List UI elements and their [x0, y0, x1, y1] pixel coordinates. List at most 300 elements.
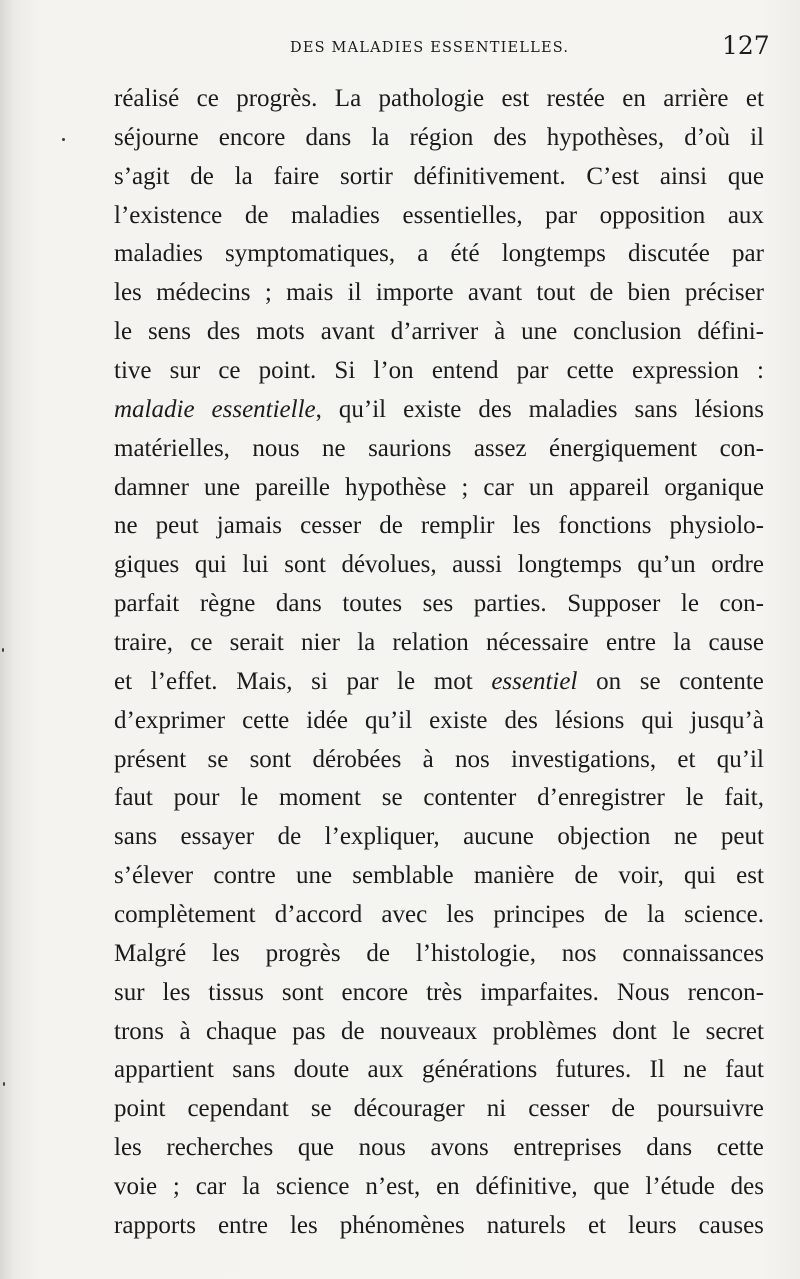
word: voir, [618, 862, 664, 890]
word: importe [375, 279, 454, 307]
word: d’exprimer [114, 706, 226, 734]
word: des [478, 395, 512, 423]
word: C’est [586, 162, 640, 190]
word: et [745, 85, 764, 112]
word: ne [322, 434, 346, 462]
word: décourager [353, 1095, 465, 1123]
word: appartient [114, 1056, 214, 1084]
word: parties. [473, 590, 547, 618]
word: sans [232, 1056, 276, 1084]
word: de [589, 279, 614, 307]
word: objection [557, 823, 651, 851]
word: si [311, 667, 328, 695]
word: nous [358, 1134, 406, 1162]
text-line [114, 935, 764, 974]
word: poursuivre [656, 1095, 764, 1123]
word: aussi [452, 551, 503, 579]
word: une [521, 318, 558, 346]
page-number: 127 [722, 31, 770, 60]
word: nouveaux [380, 1017, 478, 1045]
word: investigations, [511, 745, 657, 773]
word: progrès. [236, 85, 318, 112]
word: faut [114, 784, 153, 812]
word: la [371, 123, 390, 151]
word: aucune [463, 823, 534, 851]
word: qui [194, 551, 227, 579]
word: présent [114, 745, 187, 773]
word: sur [169, 357, 201, 385]
word: longtemps [517, 551, 622, 579]
word: à [422, 745, 434, 773]
word: de [190, 162, 214, 190]
word: cette [566, 357, 614, 385]
word: saurions [368, 434, 452, 462]
word: jusqu’à [690, 706, 764, 734]
word: sont [249, 745, 292, 773]
word: les [114, 1134, 142, 1162]
text-line [114, 974, 764, 1013]
text-line [114, 585, 764, 624]
word: l’expliquer, [324, 823, 440, 851]
word: chaque [205, 1017, 277, 1045]
word: qu’un [637, 551, 696, 579]
word: recherches [166, 1134, 274, 1162]
word: avec [381, 901, 428, 929]
word: se [310, 1095, 332, 1123]
text-line [114, 779, 764, 818]
word: faut [725, 1056, 764, 1084]
word: aux [367, 1056, 404, 1084]
word: qui [641, 706, 674, 734]
word: se [207, 745, 229, 773]
word: phénomènes [339, 1211, 465, 1239]
word: de [340, 1017, 365, 1045]
word: Mais, [236, 667, 293, 695]
word: contre [213, 862, 276, 890]
word: contente [679, 667, 764, 695]
word: région [409, 123, 474, 151]
word: ; [461, 473, 469, 501]
text-line [114, 857, 764, 896]
word: des [730, 1173, 764, 1201]
word: s’élever [114, 862, 194, 890]
word: peut [155, 512, 199, 540]
word: ce [196, 85, 219, 112]
ink-speck [3, 1082, 5, 1086]
word: entend [431, 357, 499, 385]
word: de [277, 823, 302, 851]
word: la [242, 1173, 261, 1201]
word: ; [264, 279, 272, 307]
word: les [446, 901, 475, 929]
word: entre [217, 1211, 268, 1239]
word: cette [716, 1134, 764, 1162]
word: on [596, 667, 622, 695]
word: contenter [423, 784, 517, 812]
word: dérobées [312, 745, 402, 773]
word: que [297, 1134, 334, 1162]
text-line [114, 313, 764, 352]
word: générations [421, 1056, 538, 1084]
word: point [114, 1095, 166, 1123]
word: énergiquement [549, 434, 698, 462]
word: existe [429, 706, 488, 734]
word: symptomatiques, [224, 240, 396, 268]
word: mot [433, 667, 473, 695]
text-line [114, 274, 764, 313]
text-line [114, 469, 764, 508]
word: Il [649, 1056, 665, 1084]
word: n’est, [365, 1173, 421, 1201]
word: essentiel [491, 667, 578, 695]
word: expression [631, 357, 739, 385]
running-title: DES MALADIES ESSENTIELLES. [290, 40, 570, 56]
word: à [179, 1017, 191, 1045]
word: con- [719, 434, 764, 462]
word: causes [698, 1211, 764, 1239]
text-line [114, 702, 764, 741]
word: aux [727, 201, 764, 229]
word: connaissances [622, 939, 764, 967]
word: : [756, 357, 764, 385]
text-line [114, 663, 764, 702]
word: encore [341, 978, 409, 1006]
word: nous [252, 434, 300, 462]
word: lésions [554, 706, 625, 734]
word: pathologie [378, 85, 485, 112]
word: avant [467, 279, 523, 307]
word: bien [627, 279, 671, 307]
word: ne [673, 823, 698, 851]
word: pareille [255, 473, 331, 501]
word: le [685, 784, 704, 812]
word: sans [634, 395, 678, 423]
word: l’on [373, 357, 414, 385]
word: il [347, 279, 362, 307]
word: et [114, 667, 133, 695]
word: de [611, 1095, 635, 1123]
word: peut [720, 823, 764, 851]
word: tive [114, 357, 152, 385]
word: ainsi [659, 162, 708, 190]
word: la [357, 629, 376, 657]
word: cesser [528, 1095, 590, 1123]
word: doute [293, 1056, 350, 1084]
word: médecins [156, 279, 251, 307]
word: trons [114, 1017, 164, 1045]
word: a [417, 240, 429, 268]
word: règne [199, 590, 256, 618]
word: par [346, 667, 379, 695]
word: de [604, 901, 628, 929]
word: à [494, 318, 506, 346]
word: complètement [114, 901, 256, 929]
word: les [289, 1211, 318, 1239]
word: tissus [208, 978, 264, 1006]
word: manière [473, 862, 555, 890]
word: cesser [300, 512, 362, 540]
text-line [114, 235, 764, 274]
ink-speck [2, 648, 4, 652]
word: il [750, 123, 764, 151]
word: Nous [616, 978, 670, 1006]
word: imparfaites. [480, 978, 599, 1006]
word: cependant [187, 1095, 289, 1123]
word: car [195, 1173, 227, 1201]
word: de [244, 201, 269, 229]
word: ce [218, 357, 241, 385]
word: progrès [265, 939, 341, 967]
word: hypothèses, [546, 123, 665, 151]
word: problèmes [492, 1017, 597, 1045]
word: maladies [291, 201, 380, 229]
word: traire, [114, 629, 173, 657]
word: relation [392, 629, 469, 657]
word: nos [561, 939, 597, 967]
word: l’effet. [150, 667, 218, 695]
word: voie [114, 1173, 158, 1201]
text-line [114, 896, 764, 935]
text-line [114, 430, 764, 469]
text-line [114, 1207, 764, 1246]
word: le [240, 784, 259, 812]
word: longtemps [501, 240, 606, 268]
text-line [114, 197, 764, 236]
word: qu’il [338, 395, 387, 423]
word: par [732, 240, 764, 268]
word: est [736, 862, 764, 890]
word: car [483, 473, 514, 501]
word: dont [612, 1017, 657, 1045]
word: arrière [663, 85, 729, 112]
word: un [528, 473, 554, 501]
word: de [574, 862, 599, 890]
word: Supposer [567, 590, 661, 618]
word: point. [258, 357, 317, 385]
word: rapports [114, 1211, 196, 1239]
word: serait [229, 629, 284, 657]
word: avant [320, 318, 375, 346]
text-line [114, 546, 764, 585]
word: conclusion [573, 318, 682, 346]
word: de [366, 939, 391, 967]
word: pas [292, 1017, 326, 1045]
word: définitivement. [413, 162, 566, 190]
word: idée [306, 706, 348, 734]
word: d’accord [274, 901, 363, 929]
word: rencon- [687, 978, 764, 1006]
word: ordre [711, 551, 764, 579]
body-text [114, 80, 764, 1246]
text-line [114, 158, 764, 197]
text-line [114, 119, 764, 158]
text-line [114, 80, 764, 119]
word: avons [430, 1134, 489, 1162]
text-line [114, 1129, 764, 1168]
running-head [0, 31, 800, 64]
text-line [114, 1090, 764, 1129]
word: ses [422, 590, 454, 618]
word: naturels [486, 1211, 566, 1239]
text-line [114, 624, 764, 663]
word: entre [605, 629, 656, 657]
word: parfait [114, 590, 180, 618]
word: semblable [352, 862, 454, 890]
word: le [114, 318, 133, 346]
word: principes [493, 901, 585, 929]
word: sont [281, 978, 324, 1006]
word: sans [114, 823, 158, 851]
word: physiolo- [669, 512, 764, 540]
word: d’enregistrer [537, 784, 665, 812]
word: et [587, 1211, 606, 1239]
word: d’où [684, 123, 731, 151]
word: discutée [627, 240, 710, 268]
word: des [206, 318, 241, 346]
text-line [114, 391, 764, 430]
word: le [680, 590, 699, 618]
text-line [114, 352, 764, 391]
word: secret [705, 1017, 764, 1045]
word: les [512, 512, 541, 540]
word: sur [114, 978, 145, 1006]
word: Si [334, 357, 356, 385]
word: La [334, 85, 362, 112]
word: la [234, 162, 253, 190]
word: et [677, 745, 696, 773]
word: giques [114, 551, 180, 579]
word: défini- [697, 318, 764, 346]
word: par [516, 357, 549, 385]
word: définitive, [475, 1173, 578, 1201]
word: s’agit [114, 162, 170, 190]
word: futures. [555, 1056, 632, 1084]
word: faire [273, 162, 320, 190]
word: qu’il [364, 706, 413, 734]
text-line [114, 1168, 764, 1207]
word: essayer [180, 823, 255, 851]
word: le [672, 1017, 691, 1045]
word: lésions [694, 395, 764, 423]
word: assez [473, 434, 527, 462]
word: remplir [420, 512, 495, 540]
word: l’étude [645, 1173, 715, 1201]
text-line [114, 1013, 764, 1052]
word: ne [683, 1056, 707, 1084]
word: encore [218, 123, 286, 151]
word: les [212, 939, 240, 967]
word: ne [114, 512, 138, 540]
word: hypothèse [345, 473, 447, 501]
word: existe [403, 395, 462, 423]
word: que [727, 162, 764, 190]
text-line [114, 507, 764, 546]
word: qui [684, 862, 716, 890]
word: opposition [599, 201, 706, 229]
word: lui [242, 551, 269, 579]
word: fait, [724, 784, 764, 812]
word: des [504, 706, 538, 734]
word: préciser [684, 279, 764, 307]
word: maladies [528, 395, 618, 423]
word: jamais [216, 512, 283, 540]
word: Malgré [114, 939, 187, 967]
word: se [381, 784, 403, 812]
word: la [646, 901, 665, 929]
word: mais [286, 279, 334, 307]
word: science. [684, 901, 764, 929]
word: des [493, 123, 527, 151]
word: tout [536, 279, 576, 307]
word: réalisé [114, 85, 180, 112]
text-line [114, 741, 764, 780]
word: une [295, 862, 333, 890]
word: ; [172, 1173, 180, 1201]
word: cette [242, 706, 290, 734]
word: cause [708, 629, 764, 657]
word: d’arriver [390, 318, 479, 346]
word: le [397, 667, 416, 695]
word: maladies [114, 240, 203, 268]
word: nier [301, 629, 340, 657]
ink-speck [62, 138, 65, 141]
word: de [379, 512, 403, 540]
word: sortir [340, 162, 393, 190]
word: essentielle, [211, 395, 322, 423]
word: séjourne [114, 123, 199, 151]
word: les [162, 978, 191, 1006]
word: par [545, 201, 578, 229]
word: leurs [628, 1211, 677, 1239]
word: sens [147, 318, 192, 346]
word: fonctions [558, 512, 652, 540]
word: très [426, 978, 463, 1006]
word: été [450, 240, 480, 268]
word: nos [455, 745, 490, 773]
word: organique [664, 473, 764, 501]
text-line [114, 1051, 764, 1090]
word: toutes [342, 590, 403, 618]
word: moment [279, 784, 361, 812]
word: ce [190, 629, 213, 657]
word: en [436, 1173, 460, 1201]
word: l’existence [114, 201, 223, 229]
word: appareil [568, 473, 650, 501]
word: l’histologie, [415, 939, 536, 967]
word: les [114, 279, 142, 307]
text-line [114, 818, 764, 857]
word: dans [646, 1134, 693, 1162]
word: essentielles, [402, 201, 523, 229]
word: en [622, 85, 646, 112]
word: se [639, 667, 661, 695]
word: ni [486, 1095, 507, 1123]
word: entreprises [513, 1134, 622, 1162]
word: maladie [114, 395, 195, 423]
word: la [673, 629, 692, 657]
word: nécessaire [486, 629, 589, 657]
word: que [593, 1173, 630, 1201]
word: science [275, 1173, 350, 1201]
word: dévolues, [341, 551, 437, 579]
word: restée [546, 85, 605, 112]
word: con- [719, 590, 764, 618]
word: mots [256, 318, 305, 346]
word: sont [284, 551, 326, 579]
word: damner [114, 473, 189, 501]
word: pour [173, 784, 220, 812]
word: qu’il [716, 745, 764, 773]
